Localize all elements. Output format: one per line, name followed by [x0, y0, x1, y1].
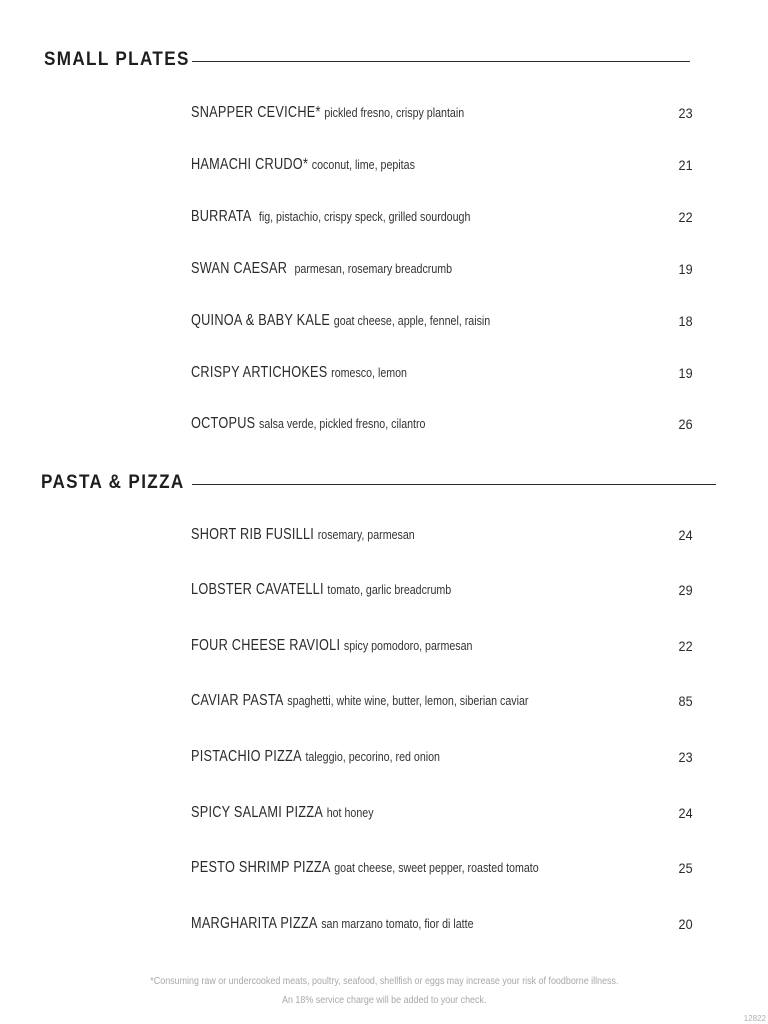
item-name: SWAN CAESAR — [191, 260, 288, 277]
item-name: QUINOA & BABY KALE — [191, 312, 331, 329]
menu-item — [191, 102, 701, 124]
item-name: SNAPPER CEVICHE* — [191, 104, 321, 121]
item-description: fig, pistachio, crispy speck, grilled sourdough — [258, 209, 471, 224]
menu-item — [191, 913, 701, 935]
item-price: 18 — [678, 313, 693, 329]
item-price: 20 — [678, 916, 693, 932]
item-price: 24 — [678, 805, 693, 821]
item-description: coconut, lime, pepitas — [311, 157, 415, 172]
item-description: romesco, lemon — [331, 365, 407, 380]
item-price: 22 — [678, 209, 693, 225]
menu-item — [191, 579, 701, 601]
section-title-small-plates: SMALL PLATES — [44, 49, 190, 70]
item-description: spicy pomodoro, parmesan — [343, 638, 473, 653]
menu-item — [191, 362, 701, 384]
item-description: parmesan, rosemary breadcrumb — [294, 261, 453, 276]
item-price: 22 — [678, 638, 693, 654]
service-charge-notice — [0, 994, 768, 1006]
item-name: SPICY SALAMI PIZZA — [191, 804, 324, 821]
menu-item — [191, 635, 701, 657]
item-name: PISTACHIO PIZZA — [191, 748, 302, 765]
document-code: 12822 — [743, 1014, 766, 1023]
item-name: PESTO SHRIMP PIZZA — [191, 859, 331, 876]
menu-item — [191, 524, 701, 546]
item-name: MARGHARITA PIZZA — [191, 915, 318, 932]
item-name: CRISPY ARTICHOKES — [191, 364, 328, 381]
item-price: 24 — [678, 527, 693, 543]
item-name: BURRATA — [191, 208, 252, 225]
item-description: goat cheese, apple, fennel, raisin — [333, 313, 491, 328]
item-description: san marzano tomato, fior di latte — [321, 916, 474, 931]
section-divider — [192, 484, 716, 485]
item-description: spaghetti, white wine, butter, lemon, siberian caviar — [287, 693, 529, 708]
item-price: 19 — [678, 261, 693, 277]
section-divider — [192, 61, 690, 62]
disclaimer-text: *Consuming raw or undercooked meats, poultry, seafood, shellfish or eggs may increase your risk of foodborne illness. — [149, 975, 619, 987]
item-name: LOBSTER CAVATELLI — [191, 581, 324, 598]
foodborne-illness-disclaimer — [0, 975, 768, 987]
item-price: 29 — [678, 582, 693, 598]
item-price: 25 — [678, 860, 693, 876]
section-title-pasta-pizza: PASTA & PIZZA — [41, 472, 185, 493]
item-price: 21 — [678, 157, 693, 173]
menu-item — [191, 690, 701, 712]
item-description: taleggio, pecorino, red onion — [305, 749, 440, 764]
item-price: 19 — [678, 365, 693, 381]
menu-item — [191, 310, 701, 332]
item-name: CAVIAR PASTA — [191, 692, 284, 709]
menu-item — [191, 154, 701, 176]
item-name: HAMACHI CRUDO* — [191, 156, 309, 173]
item-price: 23 — [678, 749, 693, 765]
menu-item — [191, 802, 701, 824]
item-description: goat cheese, sweet pepper, roasted tomato — [334, 860, 539, 875]
menu-item — [191, 857, 701, 879]
item-description: pickled fresno, crispy plantain — [324, 105, 465, 120]
menu-item — [191, 413, 701, 435]
menu-item — [191, 258, 701, 280]
menu-item — [191, 746, 701, 768]
item-price: 85 — [678, 693, 693, 709]
menu-item — [191, 206, 701, 228]
item-description: tomato, garlic breadcrumb — [327, 582, 452, 597]
item-price: 26 — [678, 416, 693, 432]
item-price: 23 — [678, 105, 693, 121]
item-name: SHORT RIB FUSILLI — [191, 526, 315, 543]
item-description: rosemary, parmesan — [317, 527, 415, 542]
item-description: salsa verde, pickled fresno, cilantro — [258, 416, 426, 431]
item-description: hot honey — [326, 805, 374, 820]
service-charge-text: An 18% service charge will be added to your check. — [281, 994, 487, 1006]
item-name: FOUR CHEESE RAVIOLI — [191, 637, 341, 654]
item-name: OCTOPUS — [191, 415, 256, 432]
